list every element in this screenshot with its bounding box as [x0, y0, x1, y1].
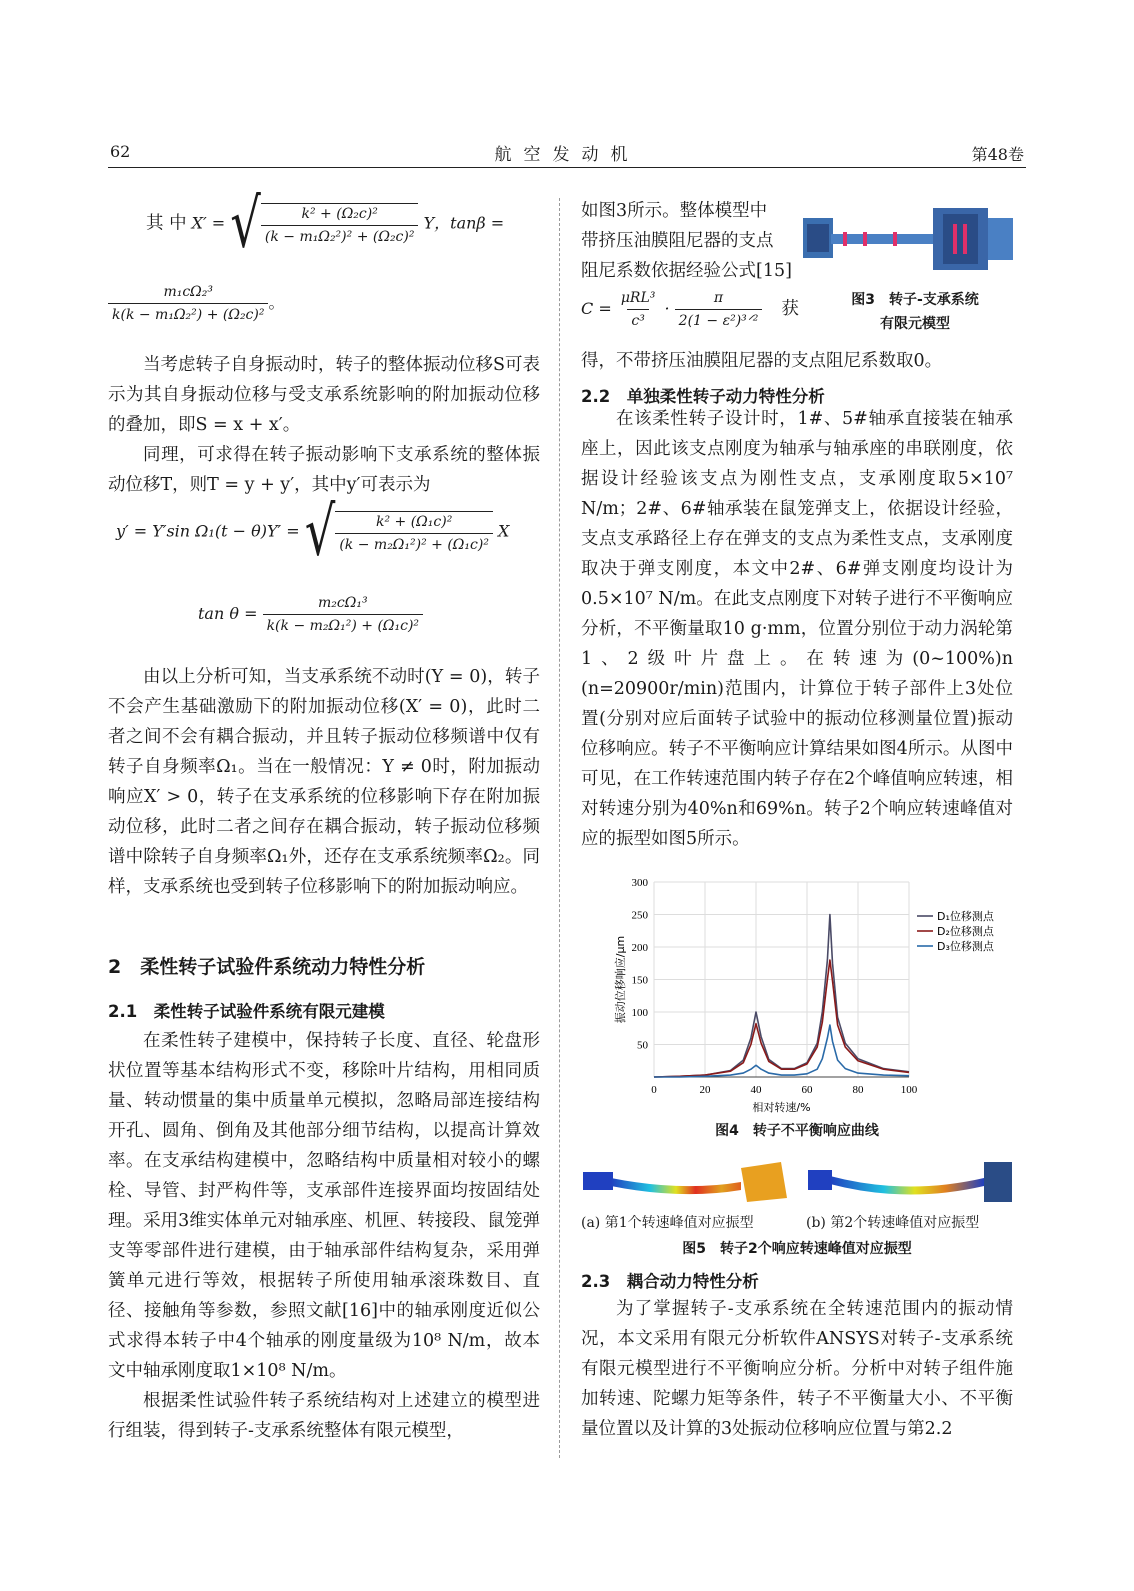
equation-tan-theta: tan θ = $\frac{\text{m₂cΩ₁³}}{\text{k(k − m₂Ω₁²) + (Ω₁c)²}}$ — [198, 595, 423, 634]
fig5b-mode-shape — [806, 1158, 1014, 1208]
fig3-caption: 图3 转子-支承系统 有限元模型 — [851, 292, 979, 332]
paragraph: 由以上分析可知，当支承系统不动时(Y = 0)，转子不会产生基础激励下的附加振动位移(X′ = 0)，此时二者之间不会有耦合振动，并且转子振动位移频谱中仅有转子自身频率Ω₁。当在一般情况：Y ≠ 0时，附加振动响应X′ > 0，转子在支承系统的位移影响下存在附加振动位移，此时二者之间存在耦合振动，转子振动位移频谱中除转子自身频率Ω₁外，还存在支承系统频率Ω₂。同样，支承系统也受到转子位移影响下的附加振动响应。 — [108, 667, 540, 897]
paragraph: 根据柔性试验件转子系统结构对上述建立的模型进行组装，得到转子-支承系统整体有限元模型， — [108, 1391, 540, 1441]
volume-label: 第48卷 — [971, 145, 1024, 164]
right-text-block-3 — [581, 404, 1013, 854]
section-heading-2: 2 柔性转子试验件系统动力特性分析 — [108, 956, 426, 978]
paragraph: 同理，可求得在转子振动影响下支承系统的整体振动位移T，则T = y + y′，其中y′可表示为 — [108, 445, 540, 495]
x-tick-label: 100 — [900, 1084, 918, 1096]
fig5a-caption: (a) 第1个转速峰值对应振型 — [581, 1215, 754, 1231]
equation-x-prime: 其 中 X′ = √ $\frac{\text{k² + (Ω₂c)²}}{\text{(k − m₁Ω₂²)² + (Ω₂c)²}}$ Y，tanβ = — [146, 184, 505, 264]
equation-tan-beta: $\frac{\text{m₁cΩ₂³}}{\text{k(k − m₁Ω₂²) + (Ω₂c)²}}$ 。 — [108, 284, 284, 323]
paragraph: 为了掌握转子-支承系统在全转速范围内的振动情况，本文采用有限元分析软件ANSYS对转子-支承系统有限元模型进行不平衡响应分析。分析中对转子组件施加转速、陀螺力矩等条件，转子不平衡量大小、不平衡量位置以及计算的3处振动位移响应位置与第2.2 — [581, 1299, 1013, 1439]
y-tick-label: 300 — [631, 877, 648, 889]
page-number: 62 — [110, 142, 131, 161]
journal-title: 航空发动机 — [494, 145, 640, 165]
legend-label: D₂位移测点 — [937, 925, 994, 938]
x-tick-label: 60 — [801, 1084, 813, 1096]
x-axis-label: 相对转速/% — [752, 1101, 811, 1114]
right-text-block-4 — [581, 1294, 1013, 1444]
header-rule — [108, 167, 1026, 168]
left-text-block-3 — [108, 1026, 540, 1446]
legend-label: D₁位移测点 — [937, 910, 994, 923]
legend-label: D₃位移测点 — [937, 940, 994, 953]
section-heading-2-2: 2.2 单独柔性转子动力特性分析 — [581, 387, 825, 406]
paragraph: 当考虑转子自身振动时，转子的整体振动位移S可表示为其自身振动位移与受支承系统影响的附加振动位移的叠加，即S = x + x′。 — [108, 355, 540, 435]
x-tick-label: 20 — [699, 1084, 711, 1096]
paragraph: 在柔性转子建模中，保持转子长度、直径、轮盘形状位置等基本结构形式不变，移除叶片结构，用相同质量、转动惯量的集中质量单元模拟，忽略局部连接结构开孔、圆角、倒角及其他部分细节结构，以提高计算效率。在支承结构建模中，忽略结构中质量相对较小的螺栓、导管、封严构件等，支承部件连接界面均按固结处理。采用3维实体单元对轴承座、机匣、转接段、鼠笼弹支等零部件进行建模，由于轴承部件结构复杂，采用弹簧单元进行等效，根据转子所使用轴承滚珠数目、直径、接触角等参数，参照文献[16]中的轴承刚度近似公式求得本转子中4个轴承的刚度量级为10⁸ N/m，故本文中轴承刚度取1×10⁸ N/m。 — [108, 1031, 540, 1381]
section-heading-2-3: 2.3 耦合动力特性分析 — [581, 1272, 759, 1291]
equation-damping: C = $\frac{\text{μRL³}}{\text{c³}}$ · $\frac{\pi}{\text{2(1 − ε²)³ᐟ²}}$ 获 — [581, 290, 799, 329]
left-text-block-2 — [108, 662, 540, 902]
fig5a-mode-shape — [581, 1158, 789, 1208]
equation-y-prime: y′ = Y′sin Ω₁(t − θ)Y′ = √ $\frac{\text{k² + (Ω₁c)²}}{\text{(k − m₂Ω₁²)² + (Ω₁c)²}}$ X — [116, 492, 510, 572]
right-text-block-2: 得，不带挤压油膜阻尼器的支点阻尼系数取0。 — [581, 351, 943, 371]
fig5-caption: 图5 转子2个响应转速峰值对应振型 — [682, 1241, 912, 1257]
y-tick-label: 200 — [631, 942, 648, 954]
series-line — [654, 915, 909, 1078]
x-tick-label: 0 — [651, 1084, 657, 1096]
y-tick-label: 250 — [631, 909, 648, 922]
y-tick-label: 150 — [631, 974, 648, 987]
fig4-unbalance-response-chart — [602, 870, 1012, 1115]
section-heading-2-1: 2.1 柔性转子试验件系统有限元建模 — [108, 1002, 385, 1021]
left-text-block-1 — [108, 350, 540, 500]
x-tick-label: 40 — [750, 1084, 762, 1096]
x-tick-label: 80 — [852, 1084, 864, 1096]
y-tick-label: 100 — [631, 1007, 648, 1019]
fig5b-caption: (b) 第2个转速峰值对应振型 — [806, 1215, 980, 1231]
right-text-block-1: 如图3所示。整体模型中 带挤压油膜阻尼器的支点 阻尼系数依据经验公式[15] — [581, 201, 792, 281]
fig3-rotor-fe-model — [803, 198, 1013, 278]
page-header — [108, 138, 1026, 166]
series-line — [654, 960, 909, 1077]
y-tick-label: 50 — [637, 1039, 648, 1052]
paragraph: 在该柔性转子设计时，1#、5#轴承直接装在轴承座上，因此该支点刚度为轴承与轴承座的串联刚度，依据设计经验该支点为刚性支点，支承刚度取5×10⁷ N/m；2#、6#轴承装在鼠笼弹支上，依据设计经验，支点支承路径上存在弹支的支点为柔性支点，支承刚度取决于弹支刚度，本文中2#、6#弹支刚度均设计为0.5×10⁷ N/m。在此支点刚度下对转子进行不平衡响应分析，不平衡量取10 g·mm，位置分别位于动力涡轮第1、2级叶片盘上。在转速为(0~100%)n (n=20900r/min)范围内，计算位于转子部件上3处位置(分别对应后面转子试验中的振动位移测量位置)振动位移响应。转子不平衡响应计算结果如图4所示。从图中可见，在工作转速范围内转子存在2个峰值响应转速，相对转速分别为40%n和69%n。转子2个响应转速峰值对应的振型如图5所示。 — [581, 409, 1013, 849]
y-axis-label: 振动位移响应/μm — [614, 935, 627, 1024]
column-divider — [559, 198, 560, 1458]
fig4-caption: 图4 转子不平衡响应曲线 — [715, 1123, 879, 1139]
